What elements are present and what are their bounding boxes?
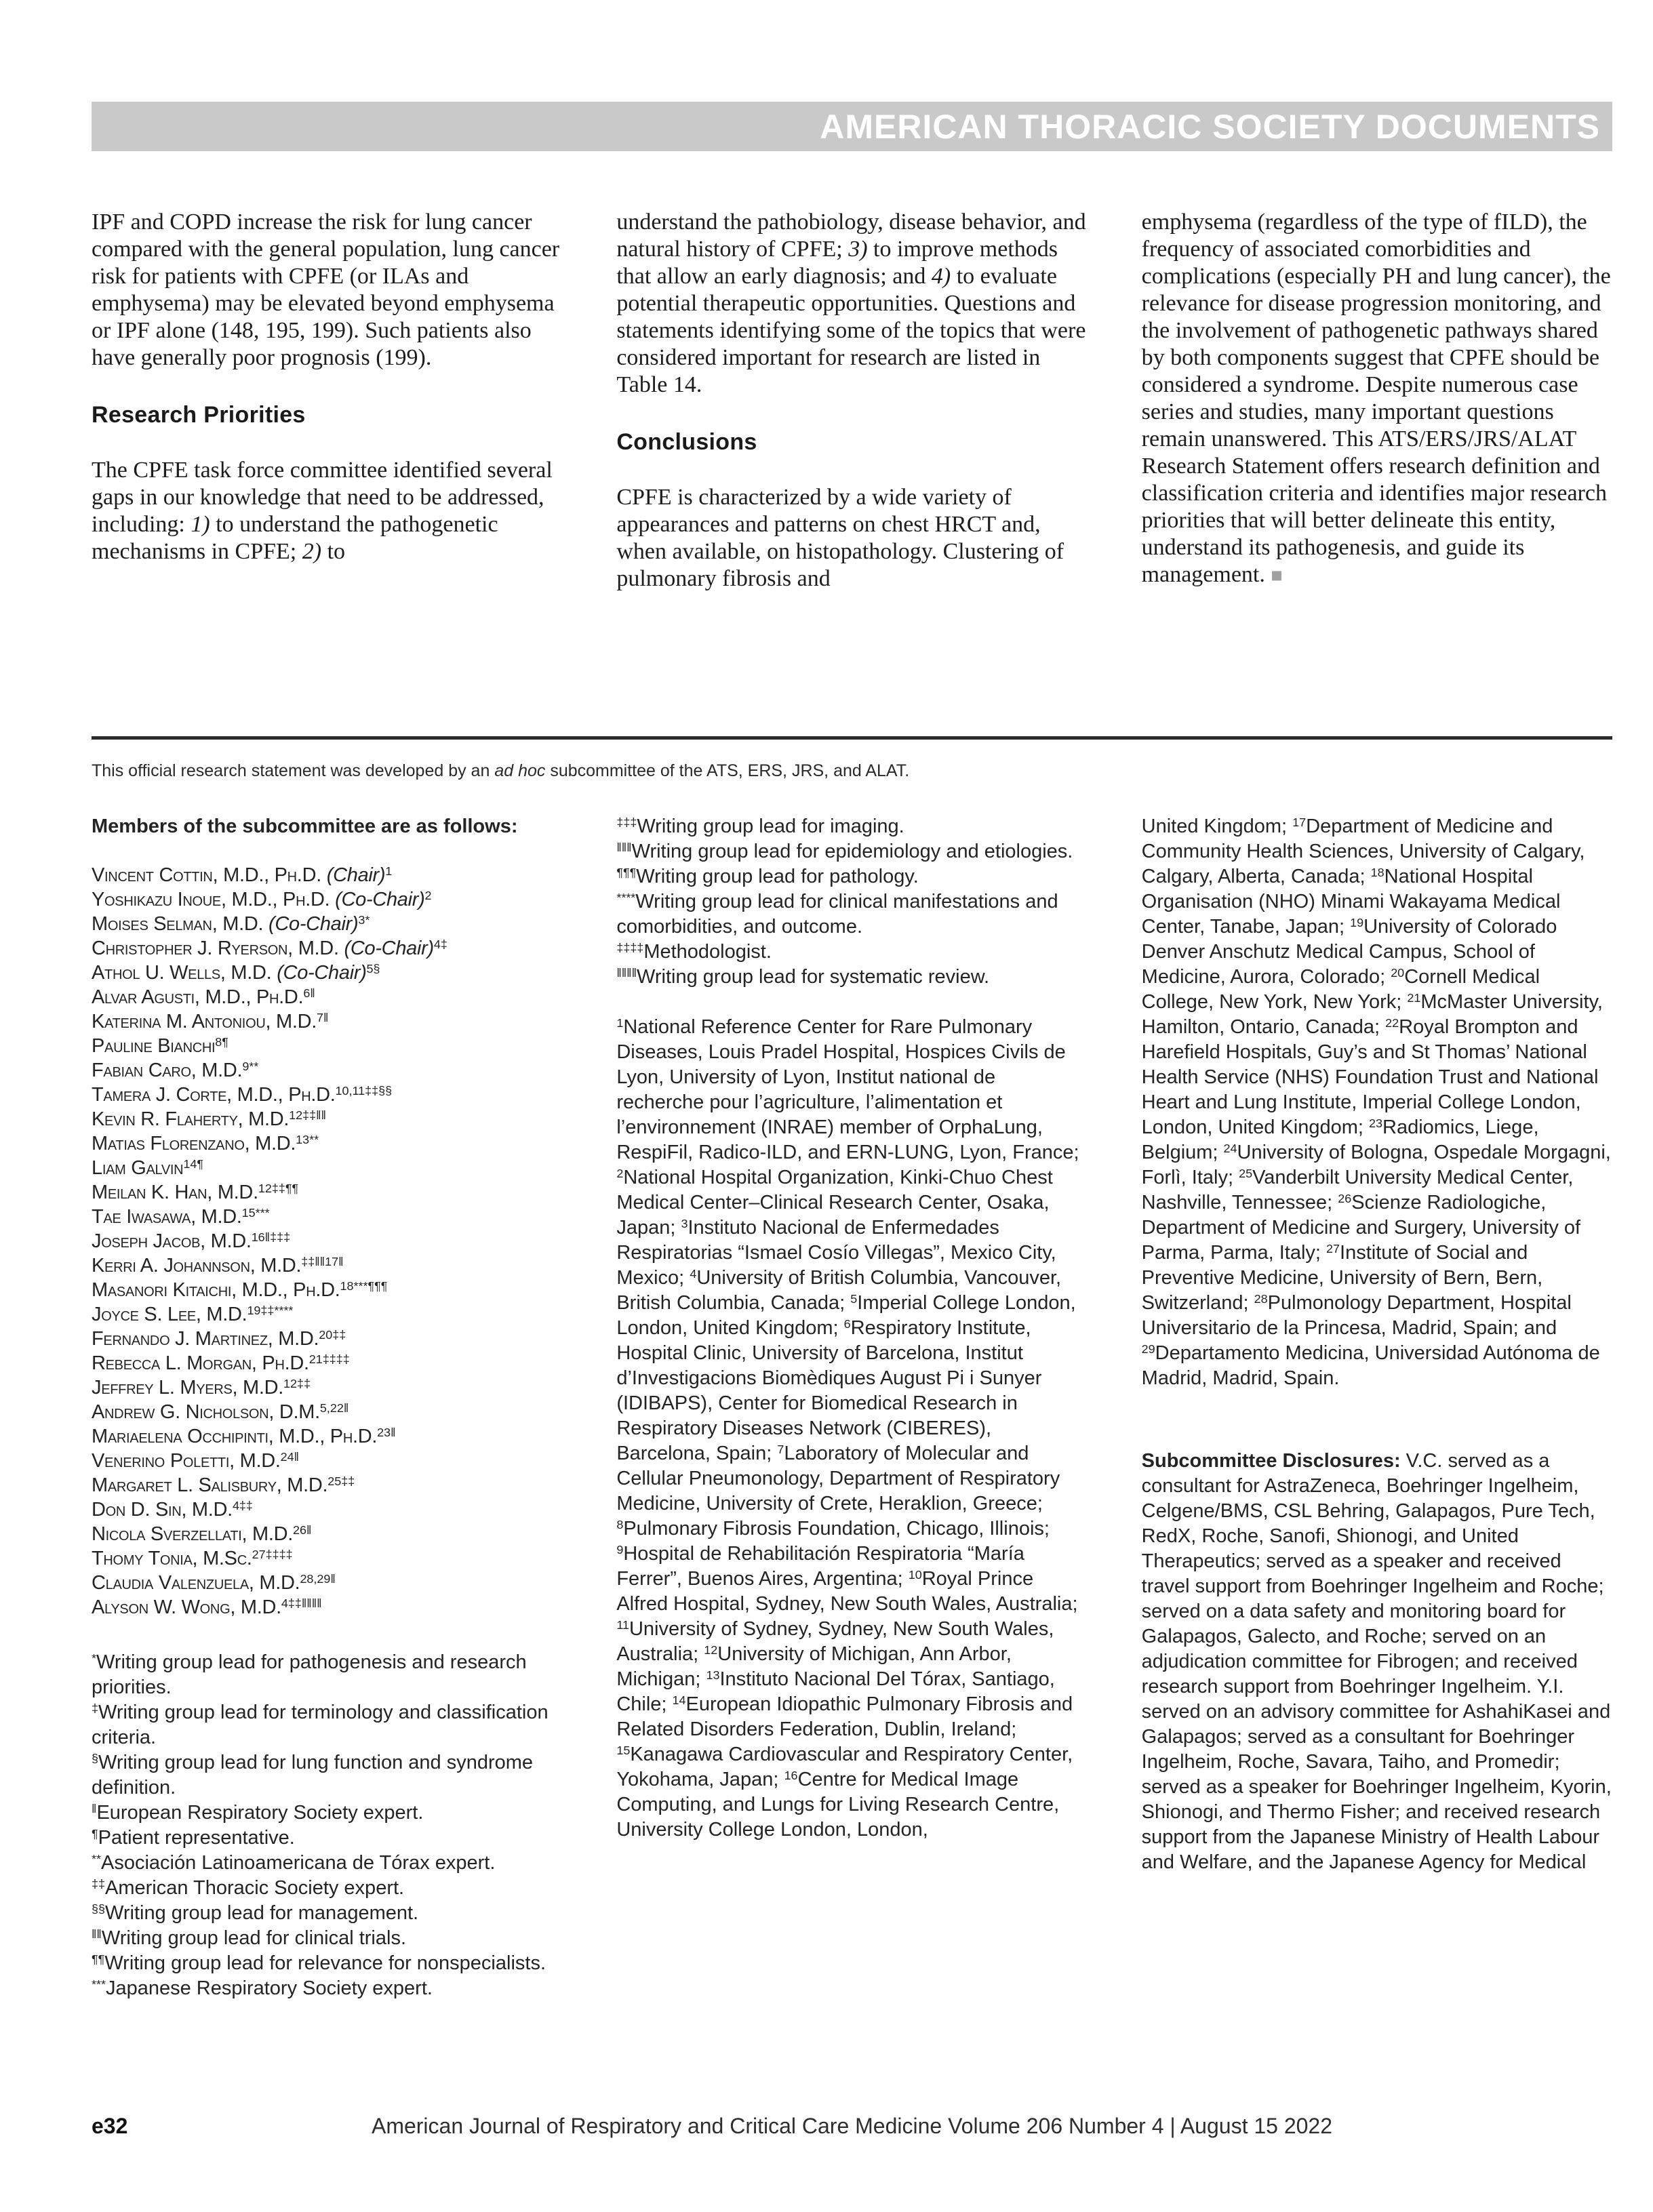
section-heading-research-priorities: Research Priorities (92, 402, 306, 428)
footnote-item: ‖‖Writing group lead for clinical trials. (92, 1927, 407, 1949)
footnote-item: ‖‖‖‖Writing group lead for systematic review. (616, 966, 990, 988)
affiliations-part-2: United Kingdom; $^{17}$Department of Medicine and Community Health Sciences, University of Calgary, Calgary, Alberta, Canada; $^{18}$National Hospital Organisation (NHO) Minami Wakayama Medical Center, Tanabe, Japan; $^{19}$University of Colorado Denver Anschutz Medical Campus, School of Medicine, Aurora, Colorado; $^{20}$Cornell Medical College, New York, New York; $^{21}$McMaster University, Hamilton, Ontario, Canada; $^{22}$Royal Brompton and Harefield Hospitals, Guy’s and St Thomas’ National Health Service (NHS) Foundation Trust and National Heart and Lung Institute, Imperial College London, London, United Kingdom; $^{23}$Radiomics, Liege, Belgium; $^{24}$University of Bologna, Ospedale Morgagni, Forlì, Italy; $^{25}$Vanderbilt University Medical Center, Nashville, Tennessee; $^{26}$Scienze Radiologiche, Department of Medicine and Surgery, University of Parma, Parma, Italy; $^{27}$Institute of Social and Preventive Medicine, University of Bern, Bern, Switzerland; $^{28}$Pulmonology Department, Hospital Universitario de la Princesa, Madrid, Spain; and $^{29}$Departamento Medicina, Universidad Autónoma de Madrid, Madrid, Spain. (1141, 816, 1611, 1389)
member-row: Kerri A. Johannson, M.D.$^{\ddagger\ddagger‖‖17‖}$ (92, 1255, 344, 1276)
footnote-item: **Asociación Latinoamericana de Tórax expert. (92, 1852, 496, 1874)
section-divider-rule (92, 736, 1612, 740)
footnote-item: ‡‡‡‡Methodologist. (616, 941, 772, 963)
footnote-item: §Writing group lead for lung function and syndrome definition. (92, 1752, 534, 1798)
member-footnotes (92, 1650, 562, 2001)
member-row: Joyce S. Lee, M.D.$^{19\ddagger\ddagger****}$ (92, 1304, 294, 1325)
paragraph: CPFE is characterized by a wide variety of appearances and patterns on chest HRCT and, when available, on histopathology. Clustering of pulmonary fibrosis and (616, 485, 1064, 591)
member-row: Tae Iwasawa, M.D.$^{15***}$ (92, 1206, 270, 1228)
top-column-3 (1142, 209, 1612, 683)
member-row: Pauline Bianchi$^{8\P}$ (92, 1035, 228, 1057)
footnote-columns (92, 814, 1612, 2038)
top-text-columns (92, 209, 1612, 683)
footnote-item: ‖European Respiratory Society expert. (92, 1802, 424, 1824)
footnote-column-2 (616, 814, 1087, 2038)
member-row: Yoshikazu Inoue, M.D., Ph.D. (Co-Chair)$^2$ (92, 889, 432, 910)
member-row: Moises Selman, M.D. (Co-Chair)$^{3*}$ (92, 913, 370, 935)
member-row: Mariaelena Occhipinti, M.D., Ph.D.$^{23‖}$ (92, 1426, 396, 1447)
member-row: Fernando J. Martinez, M.D.$^{20\ddagger\ddagger}$ (92, 1328, 346, 1350)
top-column-1 (92, 209, 562, 683)
footnote-item: ‡‡‡Writing group lead for imaging. (616, 816, 904, 837)
member-row: Christopher J. Ryerson, M.D. (Co-Chair)$^{4\ddagger}$ (92, 938, 447, 959)
page-footer (92, 2114, 1612, 2139)
footnote-column-3 (1142, 814, 1612, 2038)
footnote-item: ****Writing group lead for clinical manifestations and comorbidities, and outcome. (616, 891, 1058, 938)
section-heading-conclusions: Conclusions (616, 429, 757, 455)
footnote-item: *Writing group lead for pathogenesis and research priorities. (92, 1651, 527, 1698)
affiliations-part-1: $^1$National Reference Center for Rare Pulmonary Diseases, Louis Pradel Hospital, Hospices Civils de Lyon, University of Lyon, Institut national de recherche pour l’agriculture, l’alimentation et l’environnement (INRAE) member of OrphaLung, RespiFil, Radico-ILD, and ERN-LUNG, Lyon, France; $^2$National Hospital Organization, Kinki-Chuo Chest Medical Center–Clinical Research Center, Osaka, Japan; $^3$Instituto Nacional de Enfermedades Respiratorias “Ismael Cosío Villegas”, Mexico City, Mexico; $^4$University of British Columbia, Vancouver, British Columbia, Canada; $^5$Imperial College London, London, United Kingdom; $^6$Respiratory Institute, Hospital Clinic, University of Barcelona, Institut d’Investigacions Biomèdiques August Pi i Sunyer (IDIBAPS), Center for Biomedical Research in Respiratory Diseases Network (CIBERES), Barcelona, Spain; $^7$Laboratory of Molecular and Cellular Pneumonology, Department of Respiratory Medicine, University of Crete, Heraklion, Greece; $^8$Pulmonary Fibrosis Foundation, Chicago, Illinois; $^9$Hospital de Rehabilitación Respiratoria “María Ferrer”, Buenos Aires, Argentina; $^{10}$Royal Prince Alfred Hospital, Sydney, New South Wales, Australia; $^{11}$University of Sydney, Sydney, New South Wales, Australia; $^{12}$University of Michigan, Ann Arbor, Michigan; $^{13}$Instituto Nacional Del Tórax, Santiago, Chile; $^{14}$European Idiopathic Pulmonary Fibrosis and Related Disorders Federation, Dublin, Ireland; $^{15}$Kanagawa Cardiovascular and Respiratory Center, Yokohama, Japan; $^{16}$Centre for Medical Image Computing, and Lungs for Living Research Centre, University College London, London, (616, 1016, 1079, 1841)
footnote-item: ¶¶¶Writing group lead for pathology. (616, 866, 919, 887)
page-number: e32 (92, 2114, 128, 2138)
member-row: Vincent Cottin, M.D., Ph.D. (Chair)$^1$ (92, 864, 393, 886)
member-row: Claudia Valenzuela, M.D.$^{28,29‖}$ (92, 1572, 336, 1594)
footnote-item: ‖‖‖Writing group lead for epidemiology and etiologies. (616, 841, 1073, 862)
member-row: Margaret L. Salisbury, M.D.$^{25\ddagger\ddagger}$ (92, 1474, 355, 1496)
member-row: Alvar Agusti, M.D., Ph.D.$^{6‖}$ (92, 986, 315, 1008)
subcommittee-disclosures: Subcommittee Disclosures: V.C. served as a consultant for AstraZeneca, Boehringer Ingelheim, Celgene/BMS, CSL Behring, Galapagos, Pure Tech, RedX, Roche, Sanofi, Shionogi, and United Therapeutics; served as a speaker and received travel support from Boehringer Ingelheim and Roche; served on a data safety and monitoring board for Galapagos, Galecto, and Roche; served on an adjudication committee for Fibrogen; and received research support from Boehringer Ingelheim. Y.I. served on an advisory committee for AshahiKasei and Galapagos; served as a consultant for Boehringer Ingelheim, Roche, Savara, Taiho, and Promedir; served as a speaker for Boehringer Ingelheim, Kyorin, Shionogi, and Thermo Fisher; and received research support from the Japanese Ministry of Health Labour and Welfare, and the Japanese Agency for Medical (1141, 1450, 1612, 1873)
members-list (92, 863, 562, 1620)
member-row: Jeffrey L. Myers, M.D.$^{12\ddagger\ddagger}$ (92, 1377, 311, 1399)
footnote-item: ¶Patient representative. (92, 1827, 295, 1849)
member-row: Thomy Tonia, M.Sc.$^{27\ddagger\ddagger\ddagger\ddagger}$ (92, 1548, 293, 1569)
member-row: Masanori Kitaichi, M.D., Ph.D.$^{18***\P\P\P}$ (92, 1279, 388, 1301)
footnote-item: ¶¶Writing group lead for relevance for nonspecialists. (92, 1952, 546, 1974)
footnote-column-1 (92, 814, 562, 2038)
member-row: Joseph Jacob, M.D.$^{16‖\ddagger\ddagger\ddagger}$ (92, 1230, 291, 1252)
member-row: Tamera J. Corte, M.D., Ph.D.$^{10,11\ddagger\ddagger\S\S}$ (92, 1084, 393, 1106)
member-row: Matias Florenzano, M.D.$^{13**}$ (92, 1133, 319, 1154)
member-row: Andrew G. Nicholson, D.M.$^{5,22‖}$ (92, 1401, 349, 1423)
member-row: Alyson W. Wong, M.D.$^{4\ddagger\ddagger‖‖‖‖}$ (92, 1596, 322, 1618)
footnote-item: ‡Writing group lead for terminology and classification criteria. (92, 1702, 549, 1748)
paragraph: understand the pathobiology, disease behavior, and natural history of CPFE; 3) to improve methods that allow an early diagnosis; and 4) to evaluate potential therapeutic opportunities. Questions and statements identifying some of the topics that were considered important for research are listed in Table 14. (616, 209, 1086, 397)
member-row: Nicola Sverzellati, M.D.$^{26‖}$ (92, 1523, 312, 1545)
member-row: Venerino Poletti, M.D.$^{24‖}$ (92, 1450, 300, 1472)
member-row: Don D. Sin, M.D.$^{4\ddagger\ddagger}$ (92, 1499, 253, 1521)
member-row: Athol U. Wells, M.D. (Co-Chair)$^{5\S}$ (92, 962, 380, 984)
member-row: Liam Galvin$^{14\P}$ (92, 1157, 203, 1179)
members-heading: Members of the subcommittee are as follows: (92, 816, 518, 837)
paragraph: emphysema (regardless of the type of fILD), the frequency of associated comorbidities and complications (especially PH and lung cancer), the relevance for disease progression monitoring, and the involvement of pathogenetic pathways shared by both components suggest that CPFE should be considered a syndrome. Despite numerous case series and studies, many important questions remain unanswered. This ATS/ERS/JRS/ALAT Research Statement offers research definition and classification criteria and identifies major research priorities that will better delineate this entity, understand its pathogenesis, and guide its management. ■ (1141, 209, 1611, 587)
member-row: Kevin R. Flaherty, M.D.$^{12\ddagger\ddagger‖‖}$ (92, 1108, 326, 1130)
member-row: Fabian Caro, M.D.$^{9**}$ (92, 1060, 259, 1081)
member-row: Rebecca L. Morgan, Ph.D.$^{21\ddagger\ddagger\ddagger\ddagger}$ (92, 1352, 350, 1374)
paragraph: IPF and COPD increase the risk for lung cancer compared with the general population, lung cancer risk for patients with CPFE (or ILAs and emphysema) may be elevated beyond emphysema or IPF alone (148, 195, 199). Such patients also have generally poor prognosis (199). (92, 209, 560, 370)
footnote-item: ‡‡American Thoracic Society expert. (92, 1877, 405, 1899)
paragraph: The CPFE task force committee identified several gaps in our knowledge that need to be addressed, including: 1) to understand the pathogenetic mechanisms in CPFE; 2) to (92, 458, 553, 564)
footnote-item: ***Japanese Respiratory Society expert. (92, 1977, 433, 1999)
footnote-item: §§Writing group lead for management. (92, 1902, 419, 1924)
writing-lead-footnotes (616, 814, 1087, 990)
member-row: Meilan K. Han, M.D.$^{12\ddagger\ddagger\P\P}$ (92, 1182, 299, 1203)
banner-title: AMERICAN THORACIC SOCIETY DOCUMENTS (820, 107, 1600, 146)
top-column-2 (616, 209, 1087, 683)
member-row: Katerina M. Antoniou, M.D.$^{7‖}$ (92, 1011, 329, 1032)
development-statement: This official research statement was developed by an ad hoc subcommittee of the ATS, ERS, JRS, and ALAT. (92, 761, 910, 780)
journal-citation: American Journal of Respiratory and Critical Care Medicine Volume 206 Number 4 | August 15 2022 (371, 2114, 1333, 2138)
journal-banner (92, 102, 1612, 151)
